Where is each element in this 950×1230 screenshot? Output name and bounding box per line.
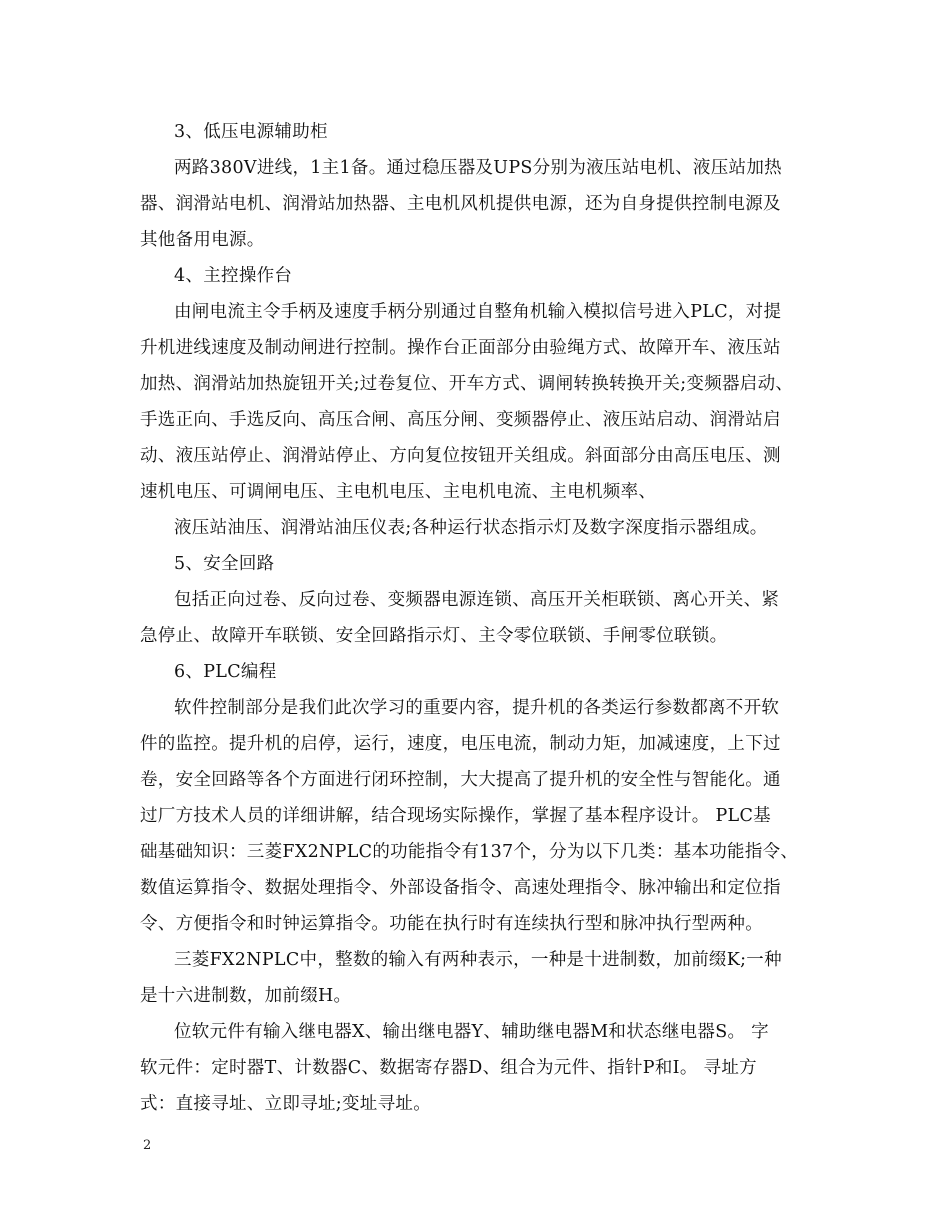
paragraph-line: 是十六进制数，加前缀H。 bbox=[140, 986, 352, 1006]
paragraph-line: 急停止、故障开车联锁、安全回路指示灯、主令零位联锁、手闸零位联锁。 bbox=[140, 626, 728, 646]
paragraph-line: 包括正向过卷、反向过卷、变频器电源连锁、高压开关柜联锁、离心开关、紧 bbox=[174, 590, 780, 610]
heading-safety-circuit: 5、安全回路 bbox=[174, 554, 275, 574]
paragraph-line: 升机进线速度及制动闸进行控制。操作台正面部分由验绳方式、故障开车、液压站 bbox=[140, 338, 781, 358]
paragraph-line: 令、方便指令和时钟运算指令。功能在执行时有连续执行型和脉冲执行型两种。 bbox=[140, 914, 763, 934]
heading-main-console: 4、主控操作台 bbox=[174, 266, 293, 286]
paragraph-line: 件的监控。提升机的启停，运行，速度，电压电流，制动力矩，加减速度，上下过 bbox=[140, 734, 781, 754]
paragraph-line: 手选正向、手选反向、高压合闸、高压分闸、变频器停止、液压站启动、润滑站启 bbox=[140, 410, 781, 430]
heading-plc-programming: 6、PLC编程 bbox=[174, 662, 277, 682]
paragraph-line: 三菱FX2NPLC中，整数的输入有两种表示，一种是十进制数，加前缀K;一种 bbox=[174, 950, 782, 970]
paragraph-line: 式：直接寻址、立即寻址;变址寻址。 bbox=[140, 1094, 431, 1114]
paragraph-line: 速机电压、可调闸电压、主电机电压、主电机电流、主电机频率、 bbox=[140, 482, 657, 502]
paragraph-line: 动、液压站停止、润滑站停止、方向复位按钮开关组成。斜面部分由高压电压、测 bbox=[140, 446, 781, 466]
paragraph-line: 础基础知识：三菱FX2NPLC的功能指令有137个，分为以下几类：基本功能指令、 bbox=[140, 842, 799, 862]
paragraph-line: 其他备用电源。 bbox=[140, 230, 265, 250]
paragraph-line: 过厂方技术人员的详细讲解，结合现场实际操作，掌握了基本程序设计。 PLC基 bbox=[140, 806, 771, 826]
paragraph-line: 液压站油压、润滑站油压仪表;各种运行状态指示灯及数字深度指示器组成。 bbox=[174, 518, 768, 538]
paragraph-line: 两路380V进线，1主1备。通过稳压器及UPS分别为液压站电机、液压站加热 bbox=[174, 158, 782, 178]
paragraph-line: 卷，安全回路等各个方面进行闭环控制，大大提高了提升机的安全性与智能化。通 bbox=[140, 770, 781, 790]
paragraph-line: 数值运算指令、数据处理指令、外部设备指令、高速处理指令、脉冲输出和定位指 bbox=[140, 878, 781, 898]
paragraph-line: 软件控制部分是我们此次学习的重要内容，提升机的各类运行参数都离不开软 bbox=[174, 698, 780, 718]
page-number: 2 bbox=[143, 1138, 152, 1153]
paragraph-line: 软元件：定时器T、计数器C、数据寄存器D、组合为元件、指针P和I。 寻址方 bbox=[140, 1058, 757, 1078]
paragraph-line: 由闸电流主令手柄及速度手柄分别通过自整角机输入模拟信号进入PLC，对提 bbox=[174, 302, 782, 322]
heading-low-voltage-cabinet: 3、低压电源辅助柜 bbox=[174, 122, 328, 142]
paragraph-line: 器、润滑站电机、润滑站加热器、主电机风机提供电源，还为自身提供控制电源及 bbox=[140, 194, 781, 214]
paragraph-line: 位软元件有输入继电器X、输出继电器Y、辅助继电器M和状态继电器S。 字 bbox=[174, 1022, 769, 1042]
paragraph-line: 加热、润滑站加热旋钮开关;过卷复位、开车方式、调闸转换转换开关;变频器启动、 bbox=[140, 374, 794, 394]
